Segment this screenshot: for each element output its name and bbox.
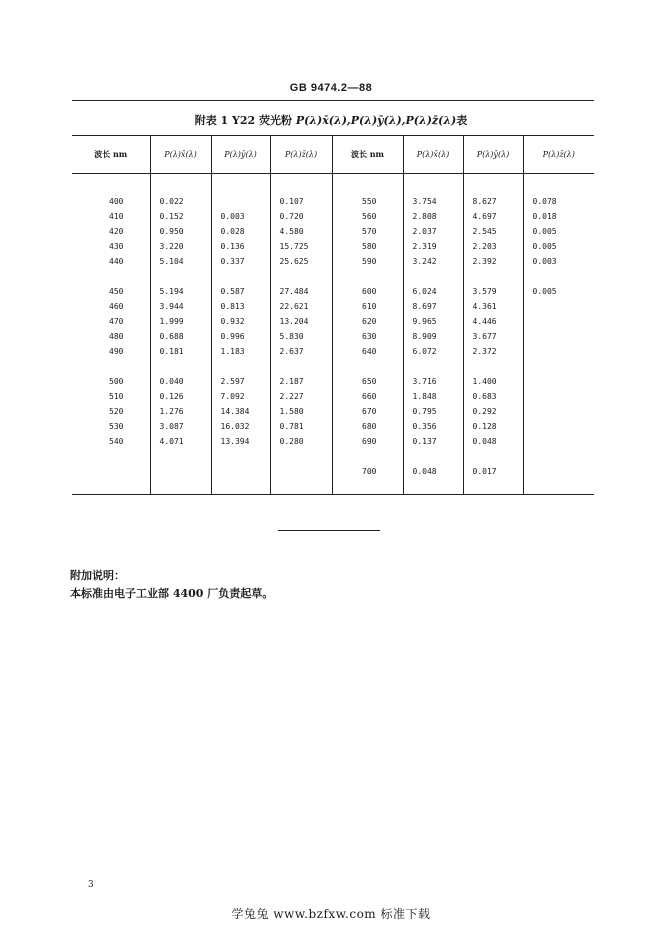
table-spacer-cell [150,479,211,494]
cell-px: 0.040 [150,374,211,389]
header-pz-2 [523,136,594,174]
footer-watermark: 学兔兔 www.bzfxw.com 标准下载 [231,907,431,921]
cell-px: 0.126 [150,389,211,404]
cell-px-2: 0.795 [403,404,463,419]
table-spacer-cell [150,359,211,374]
table-spacer-cell [523,449,594,464]
cell-wavelength-2: 570 [332,224,403,239]
cell-py: 0.028 [211,224,270,239]
cell-pz: 2.227 [270,389,332,404]
cell-pz-2 [523,404,594,419]
table-row [72,299,594,314]
cell-py: 0.813 [211,299,270,314]
table-row [72,344,594,359]
table-spacer-cell [72,269,150,284]
table-row [72,194,594,209]
table-spacer-row [72,174,594,195]
cell-pz: 0.781 [270,419,332,434]
table-spacer-cell [403,269,463,284]
cell-pz-2: 0.005 [523,224,594,239]
table-spacer-cell [270,359,332,374]
cell-pz: 25.625 [270,254,332,269]
table-spacer-cell [463,449,523,464]
cell-py-2: 1.400 [463,374,523,389]
cell-wavelength-2: 670 [332,404,403,419]
table-spacer-cell [463,174,523,195]
cell-wavelength-2: 580 [332,239,403,254]
table-row [72,374,594,389]
table-spacer-cell [211,269,270,284]
cell-pz: 1.580 [270,404,332,419]
header-py [211,136,270,174]
cell-py-2: 3.579 [463,284,523,299]
cell-pz: 27.484 [270,284,332,299]
table-spacer-cell [332,449,403,464]
cell-px-2: 3.242 [403,254,463,269]
table-spacer-cell [332,479,403,494]
cell-pz-2 [523,299,594,314]
cell-px: 3.220 [150,239,211,254]
cell-wavelength-2: 660 [332,389,403,404]
table-spacer-cell [523,269,594,284]
table-spacer-cell [403,359,463,374]
cell-py: 7.092 [211,389,270,404]
table-row [72,239,594,254]
table-spacer-cell [72,449,150,464]
cell-wavelength: 490 [109,347,124,356]
cell-wavelength-2: 630 [332,329,403,344]
cell-py-2: 4.446 [463,314,523,329]
cell-wavelength: 440 [109,257,124,266]
cell-py-2: 4.361 [463,299,523,314]
cell-px: 3.944 [150,299,211,314]
section-divider [278,530,380,531]
cell-py-2: 2.372 [463,344,523,359]
cell-px: 0.950 [150,224,211,239]
cell-py: 13.394 [211,434,270,449]
table-spacer-cell [523,359,594,374]
table-spacer-cell [463,479,523,494]
cell-py: 16.032 [211,419,270,434]
cell-pz-2 [523,434,594,449]
cell-wavelength-2: 610 [332,299,403,314]
cell-wavelength-2: 560 [332,209,403,224]
cell-wavelength-2: 590 [332,254,403,269]
table-spacer-cell [150,174,211,195]
cell-py: 0.996 [211,329,270,344]
header-px-text: P(λ)x̄(λ) [164,150,197,159]
cell-pz [270,464,332,479]
cell-wavelength-2: 680 [332,419,403,434]
cell-px-2: 6.072 [403,344,463,359]
cell-py-2: 0.048 [463,434,523,449]
cell-wavelength: 450 [109,287,124,296]
cell-px: 3.087 [150,419,211,434]
table-spacer-cell [332,269,403,284]
header-py-text: P(λ)ȳ(λ) [224,150,257,159]
cell-pz-2: 0.005 [523,284,594,299]
table-spacer-cell [72,479,150,494]
table-spacer-cell [211,359,270,374]
cell-px [150,464,211,479]
cell-py: 2.597 [211,374,270,389]
cell-pz-2 [523,344,594,359]
table-spacer-cell [150,449,211,464]
table-spacer-cell [211,174,270,195]
cell-wavelength-2: 620 [332,314,403,329]
table-spacer-cell [463,269,523,284]
cell-px-2: 2.808 [403,209,463,224]
cell-wavelength [72,464,150,479]
cell-pz: 4.580 [270,224,332,239]
cell-pz: 0.280 [270,434,332,449]
page-number: 3 [88,880,94,890]
cell-pz: 22.621 [270,299,332,314]
cell-wavelength-2: 640 [332,344,403,359]
cell-py: 0.337 [211,254,270,269]
cell-px: 1.999 [150,314,211,329]
cell-wavelength: 420 [109,227,124,236]
cell-wavelength-2: 600 [332,284,403,299]
note-body: 本标准由电子工业部 4400 厂负责起草。 [70,587,274,600]
cell-pz-2 [523,389,594,404]
table-spacer-cell [72,174,150,195]
cell-py [211,464,270,479]
table-row [72,314,594,329]
header-py-2-text: P(λ)ȳ(λ) [476,150,510,159]
cell-py [211,194,270,209]
cell-wavelength: 510 [109,392,124,401]
table-row [72,389,594,404]
table-row [72,224,594,239]
cell-px: 4.071 [150,434,211,449]
table-spacer-cell [211,479,270,494]
note-title: 附加说明： [70,569,125,582]
cell-py-2: 4.697 [463,209,523,224]
cell-px: 5.194 [150,284,211,299]
cell-pz-2: 0.078 [523,194,594,209]
cell-wavelength: 460 [109,302,124,311]
header-wavelength: 波长 nm [72,136,150,174]
cell-px: 1.276 [150,404,211,419]
table-spacer-cell [403,479,463,494]
cell-py-2: 3.677 [463,329,523,344]
header-px [150,136,211,174]
table-row [72,284,594,299]
table-row [72,209,594,224]
cell-px-2: 3.716 [403,374,463,389]
table-spacer-cell [72,359,150,374]
cell-px-2: 0.356 [403,419,463,434]
cell-py: 1.183 [211,344,270,359]
cell-pz-2 [523,419,594,434]
cell-pz-2: 0.018 [523,209,594,224]
table-caption [0,112,662,128]
cell-px-2: 2.037 [403,224,463,239]
table-spacer-row [72,449,594,464]
cell-px-2: 2.319 [403,239,463,254]
cell-py: 0.136 [211,239,270,254]
header-pz-2-text: P(λ)z̄(λ) [542,150,575,159]
cell-wavelength-2: 650 [332,374,403,389]
table-spacer-cell [463,359,523,374]
cell-py: 0.932 [211,314,270,329]
cell-px: 0.152 [150,209,211,224]
cell-pz-2: 0.003 [523,254,594,269]
table-spacer-cell [270,269,332,284]
cell-pz: 0.720 [270,209,332,224]
data-table [72,135,594,495]
table-spacer-cell [523,479,594,494]
cell-px-2: 0.137 [403,434,463,449]
cell-pz-2 [523,464,594,479]
cell-pz: 2.187 [270,374,332,389]
cell-wavelength-2: 700 [332,464,403,479]
cell-wavelength: 400 [109,197,124,206]
cell-wavelength: 530 [109,422,124,431]
cell-py-2: 0.128 [463,419,523,434]
cell-py-2: 0.683 [463,389,523,404]
header-pz [270,136,332,174]
table-row [72,329,594,344]
table-spacer-cell [403,174,463,195]
table-spacer-cell [403,449,463,464]
header-py-2 [463,136,523,174]
cell-py-2: 2.203 [463,239,523,254]
cell-px: 0.688 [150,329,211,344]
cell-pz: 13.204 [270,314,332,329]
cell-py-2: 2.392 [463,254,523,269]
header-px-2-text: P(λ)x̄(λ) [416,150,450,159]
cell-py-2: 0.017 [463,464,523,479]
cell-pz: 5.830 [270,329,332,344]
cell-px-2: 0.048 [403,464,463,479]
cell-pz-2 [523,374,594,389]
cell-wavelength-2: 550 [332,194,403,209]
table-row [72,434,594,449]
table-header-row [72,136,594,174]
cell-wavelength: 470 [109,317,124,326]
table-row [72,464,594,479]
cell-pz: 0.107 [270,194,332,209]
cell-px-2: 8.697 [403,299,463,314]
cell-px-2: 8.909 [403,329,463,344]
cell-py-2: 0.292 [463,404,523,419]
cell-pz-2: 0.005 [523,239,594,254]
table-row [72,419,594,434]
table-caption-suffix: 表 [456,114,468,127]
table-spacer-cell [211,449,270,464]
header-pz-text: P(λ)z̄(λ) [284,150,318,159]
cell-pz-2 [523,329,594,344]
cell-wavelength: 410 [109,212,124,221]
cell-py: 14.384 [211,404,270,419]
standard-code: GB 9474.2—88 [289,82,373,94]
cell-py: 0.587 [211,284,270,299]
table-spacer-row [72,359,594,374]
cell-px-2: 6.024 [403,284,463,299]
table-spacer-cell [332,174,403,195]
header-rule [72,100,594,101]
table-spacer-cell [270,449,332,464]
table-caption-prefix: 附表 1 Y22 荧光粉 [194,114,296,127]
table-spacer-cell [270,479,332,494]
header-px-2 [403,136,463,174]
cell-wavelength-2: 690 [332,434,403,449]
table-caption-formula: P(λ)x̄(λ),P(λ)ȳ(λ),P(λ)z̄(λ) [295,114,457,127]
cell-wavelength: 540 [109,437,124,446]
cell-py-2: 8.627 [463,194,523,209]
table-row [72,254,594,269]
cell-px-2: 3.754 [403,194,463,209]
cell-wavelength: 430 [109,242,124,251]
cell-pz: 15.725 [270,239,332,254]
cell-wavelength: 480 [109,332,124,341]
cell-px: 5.104 [150,254,211,269]
header-wavelength-2: 波长 nm [332,136,403,174]
table-row [72,404,594,419]
cell-pz: 2.637 [270,344,332,359]
cell-px: 0.022 [150,194,211,209]
cell-wavelength: 520 [109,407,124,416]
cell-px-2: 9.965 [403,314,463,329]
table-spacer-row [72,269,594,284]
cell-px-2: 1.848 [403,389,463,404]
table-spacer-row [72,479,594,494]
cell-py-2: 2.545 [463,224,523,239]
cell-py: 0.003 [211,209,270,224]
cell-pz-2 [523,314,594,329]
table-spacer-cell [523,174,594,195]
table-spacer-cell [332,359,403,374]
table-spacer-cell [150,269,211,284]
cell-px: 0.181 [150,344,211,359]
cell-wavelength: 500 [109,377,124,386]
table-spacer-cell [270,174,332,195]
